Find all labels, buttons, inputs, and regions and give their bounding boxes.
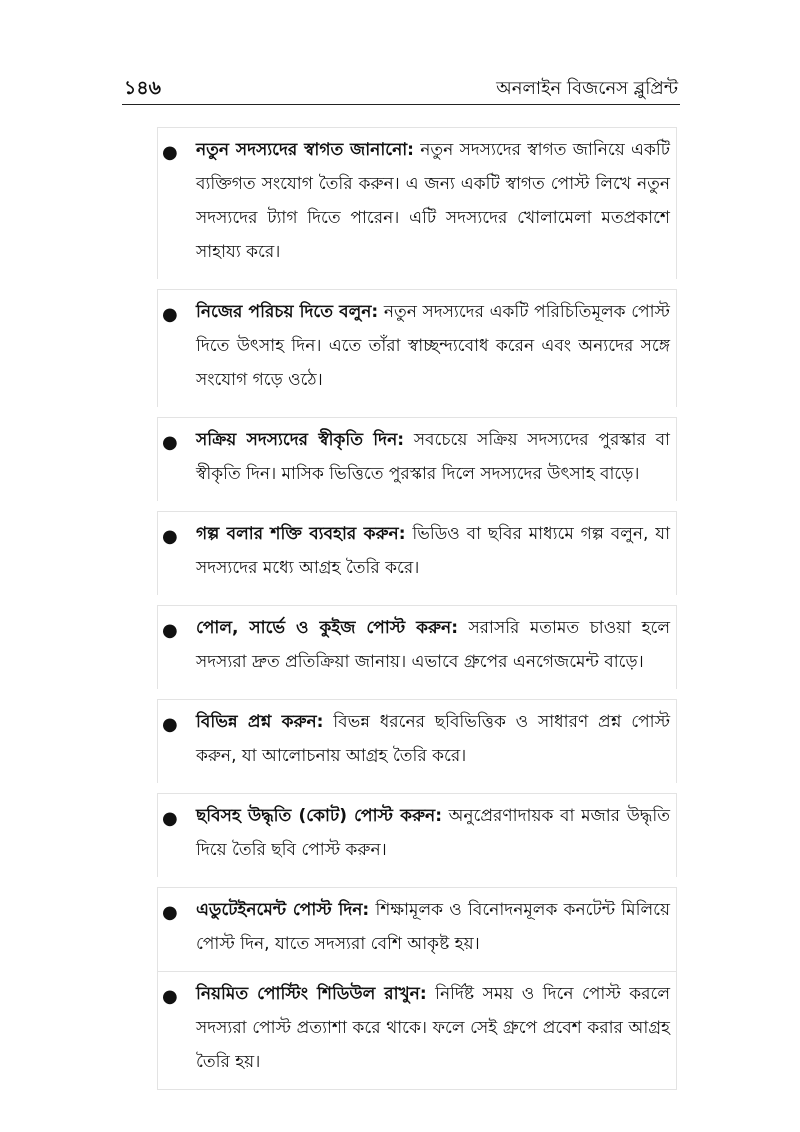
bullet-icon: ● — [162, 986, 178, 1007]
bullet-icon: ● — [162, 620, 178, 641]
list-item — [157, 793, 677, 877]
list-item — [157, 127, 677, 279]
item-text: ভিডিও বা ছবির মাধ্যমে গল্প বলুন, যা সদস্যদের মধ্যে আগ্রহ তৈরি করে। — [196, 524, 671, 578]
item-term: সক্রিয় সদস্যদের স্বীকৃতি দিন: — [196, 430, 405, 450]
item-text: বিভন্ন ধরনের ছবিভিত্তিক ও সাধারণ প্রশ্ন পোস্ট করুন, যা আলোচনায় আগ্রহ তৈরি করে। — [196, 712, 671, 766]
bullet-icon: ● — [162, 432, 178, 453]
item-text: নির্দিষ্ট সময় ও দিনে পোস্ট করলে সদস্যরা পোস্ট প্রত্যাশা করে থাকে। ফলে সেই গ্রুপে প্রবেশ করার আগ্রহ তৈরি হয়। — [196, 984, 671, 1072]
list-item — [157, 887, 677, 971]
item-term: এডুটেইনমেন্ট পোস্ট দিন: — [196, 900, 370, 920]
item-term: পোল, সার্ভে ও কুইজ পোস্ট করুন: — [196, 618, 459, 638]
bullet-icon: ● — [162, 714, 178, 735]
bullet-icon: ● — [162, 808, 178, 829]
item-text: সবচেয়ে সক্রিয় সদস্যদের পুরস্কার বা স্বীকৃতি দিন। মাসিক ভিত্তিতে পুরস্কার দিলে সদস্যদের উৎসাহ বাড়ে। — [196, 430, 670, 484]
item-term: নতুন সদস্যদের স্বাগত জানানো: — [196, 140, 414, 160]
page-number: ১৪৬ — [124, 77, 162, 99]
bullet-icon: ● — [162, 304, 178, 325]
list-item — [157, 511, 677, 595]
list-item — [157, 699, 677, 783]
item-text: অনুপ্রেরণাদায়ক বা মজার উদ্ধৃতি দিয়ে তৈরি ছবি পোস্ট করুন। — [196, 806, 670, 860]
list-item — [157, 289, 677, 407]
item-text: সরাসরি মতামত চাওয়া হলে সদস্যরা দ্রুত প্রতিক্রিয়া জানায়। এভাবে গ্রুপের এনগেজমেন্ট বাড়ে। — [196, 618, 671, 672]
page-header — [122, 70, 680, 105]
item-term: বিভিন্ন প্রশ্ন করুন: — [196, 712, 324, 732]
tips-list — [157, 127, 677, 1100]
item-text: শিক্ষামূলক ও বিনোদনমূলক কনটেন্ট মিলিয়ে পোস্ট দিন, যাতে সদস্যরা বেশি আকৃষ্ট হয়। — [196, 900, 670, 954]
bullet-icon: ● — [162, 526, 178, 547]
bullet-icon: ● — [162, 902, 178, 923]
bullet-icon: ● — [162, 142, 178, 163]
list-item — [157, 417, 677, 501]
item-term: ছবিসহ উদ্ধৃতি (কোট) পোস্ট করুন: — [196, 806, 442, 826]
item-term: নিজের পরিচয় দিতে বলুন: — [196, 302, 379, 322]
list-item — [157, 971, 677, 1090]
list-item — [157, 605, 677, 689]
item-text: নতুন সদস্যদের একটি পরিচিতিমূলক পোস্ট দিতে উৎসাহ দিন। এতে তাঁরা স্বাচ্ছন্দ্যবোধ করেন এবং অন্যদের সঙ্গে সংযোগ গড়ে ওঠে। — [196, 302, 670, 390]
item-term: গল্প বলার শক্তি ব্যবহার করুন: — [196, 524, 406, 544]
item-term: নিয়মিত পোস্টিং শিডিউল রাখুন: — [196, 984, 427, 1004]
item-text: নতুন সদস্যদের স্বাগত জানিয়ে একটি ব্যক্তিগত সংযোগ তৈরি করুন। এ জন্য একটি স্বাগত পোস্ট লিখে নতুন সদস্যদের ট্যাগ দিতে পারেন। এটি সদস্যদের খোলামেলা মতপ্রকাশে সাহায্য করে। — [196, 140, 670, 262]
running-title: অনলাইন বিজনেস ব্লুপ্রিন্ট — [496, 78, 678, 99]
